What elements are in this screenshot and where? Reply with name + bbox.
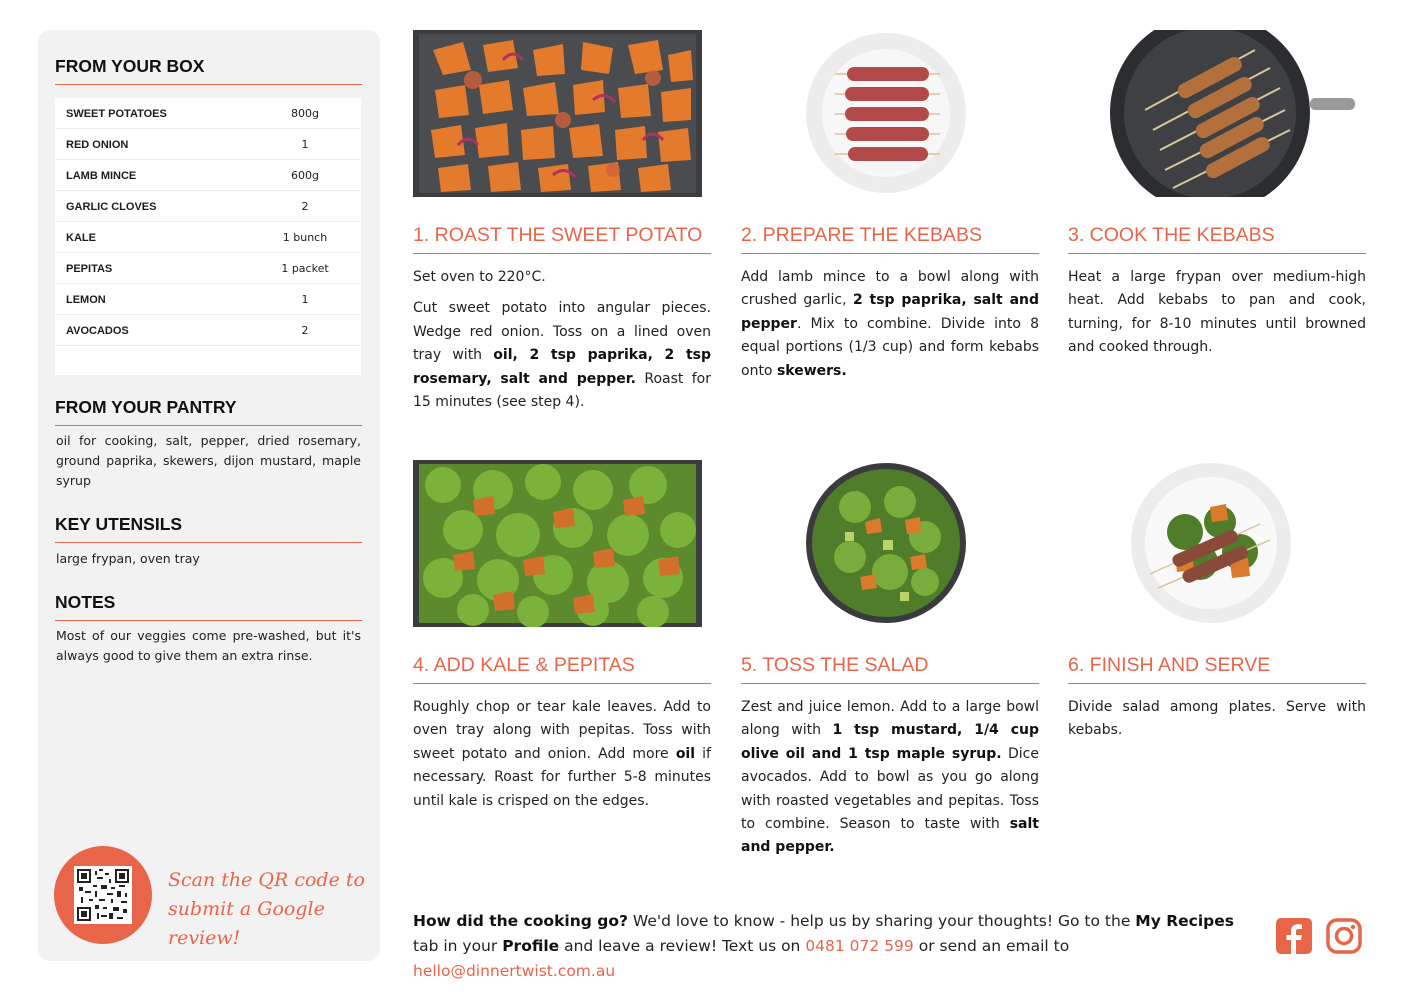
email-link[interactable]: hello@dinnertwist.com.au	[413, 962, 616, 980]
ingredient-row	[55, 160, 361, 191]
ingredient-name: PEPITAS	[66, 263, 113, 275]
step-4-para	[413, 696, 711, 813]
phone-link[interactable]: 0481 072 599	[805, 937, 914, 955]
step-4-body	[413, 696, 711, 821]
feedback-footer	[413, 909, 1258, 984]
ingredient-row	[55, 191, 361, 222]
step-5-title: 5. TOSS THE SALAD	[741, 654, 1039, 684]
step-4-photo	[413, 460, 702, 627]
notes-heading: NOTES	[55, 592, 362, 621]
step-1-para-1: Set oven to 220°C.	[413, 269, 546, 285]
sidebar	[38, 30, 380, 961]
step-5-bold: 1 tsp mustard, 1/4 cup olive oil and 1 tsp maple syrup.	[741, 722, 1039, 762]
ingredient-name: RED ONION	[66, 139, 129, 151]
ingredient-qty: 1 packet	[281, 262, 329, 275]
utensils-text: large frypan, oven tray	[56, 551, 200, 566]
step-1-text: Roast for 15 minutes (see step 4).	[413, 370, 711, 411]
ingredient-row	[55, 253, 361, 284]
step-5-para	[741, 696, 1039, 860]
ingredient-name: SWEET POTATOES	[66, 108, 167, 120]
step-1-title: 1. ROAST THE SWEET POTATO	[413, 224, 711, 254]
qr-badge[interactable]	[54, 846, 152, 944]
ingredient-qty: 1	[301, 293, 309, 306]
ingredient-row	[55, 129, 361, 160]
footer-text: or send an email to	[913, 937, 1070, 955]
step-5-text: Zest and juice lemon. Add to a large bowl along with	[741, 699, 1039, 739]
step-6-photo	[1130, 462, 1293, 625]
ingredient-name: LEMON	[66, 294, 106, 306]
instagram-icon[interactable]	[1325, 917, 1363, 955]
step-1-text: Cut sweet potato into angular pieces. Wedge red onion. Toss on a lined oven tray with	[413, 300, 711, 364]
footer-text: and leave a review! Text us on	[559, 937, 806, 955]
step-2-text: Add lamb mince to a bowl along with crushed garlic,	[741, 269, 1039, 309]
qr-caption-line1: Scan the QR code to	[168, 869, 365, 891]
ingredient-qty: 600g	[291, 169, 319, 182]
ingredient-qty: 800g	[291, 107, 319, 120]
step-1-body	[413, 266, 711, 422]
step-3-para: Heat a large frypan over medium-high heat. Add kebabs to pan and cook, turning, for 8-10 minutes until browned and cooked through.	[1068, 269, 1366, 356]
footer-text: tab in your	[413, 937, 503, 955]
step-3-photo	[1105, 30, 1355, 197]
qr-code-icon[interactable]	[74, 866, 132, 924]
ingredient-qty: 2	[301, 324, 309, 337]
step-3-title: 3. COOK THE KEBABS	[1068, 224, 1366, 254]
ingredient-row	[55, 222, 361, 253]
footer-text: We'd love to know - help us by sharing your thoughts! Go to the	[627, 912, 1136, 930]
step-2-title: 2. PREPARE THE KEBABS	[741, 224, 1039, 254]
step-6-title: 6. FINISH AND SERVE	[1068, 654, 1366, 684]
qr-caption	[168, 866, 368, 953]
from-your-pantry-heading: FROM YOUR PANTRY	[55, 397, 362, 426]
step-2-body	[741, 266, 1039, 391]
ingredient-qty: 1	[301, 138, 309, 151]
step-6-para: Divide salad among plates. Serve with kebabs.	[1068, 699, 1366, 739]
from-your-box-heading: FROM YOUR BOX	[55, 56, 362, 85]
facebook-icon[interactable]	[1275, 917, 1313, 955]
pantry-text: oil for cooking, salt, pepper, dried rosemary, ground paprika, skewers, dijon mustard, maple syrup	[56, 433, 361, 488]
step-2-bold: 2 tsp paprika, salt and pepper	[741, 292, 1040, 332]
ingredient-table	[55, 98, 361, 375]
step-4-title: 4. ADD KALE & PEPITAS	[413, 654, 711, 684]
step-1-bold: oil, 2 tsp paprika, 2 tsp rosemary, salt and pepper.	[413, 347, 711, 387]
ingredient-row	[55, 98, 361, 129]
step-2-para	[741, 266, 1039, 383]
step-5-bold: salt and pepper.	[741, 816, 1039, 856]
step-2-bold: skewers.	[776, 362, 847, 379]
notes-text: Most of our veggies come pre-washed, but it's always good to give them an extra rinse.	[56, 628, 361, 663]
ingredient-name: LAMB MINCE	[66, 170, 137, 182]
qr-caption-line2: submit a Google review!	[168, 898, 325, 949]
ingredient-qty: 1 bunch	[282, 231, 328, 244]
ingredient-name: GARLIC CLOVES	[66, 201, 157, 213]
step-1-para-2	[413, 297, 711, 414]
step-5-body	[741, 696, 1039, 868]
footer-profile: Profile	[502, 937, 560, 955]
ingredient-row	[55, 284, 361, 315]
ingredient-name: KALE	[66, 232, 96, 244]
step-4-bold: oil	[675, 745, 696, 762]
step-6-body	[1068, 696, 1366, 751]
step-5-text: Dice avocados. Add to bowl as you go along with roasted vegetables and pepitas. Toss to combine. Season to taste with	[741, 745, 1039, 833]
ingredient-name: AVOCADOS	[66, 325, 129, 337]
step-4-text: Roughly chop or tear kale leaves. Add to oven tray along with pepitas. Toss with sweet potato and onion. Add more	[413, 699, 711, 762]
footer-question: How did the cooking go?	[413, 912, 628, 930]
ingredient-qty: 2	[301, 200, 309, 213]
step-1-photo	[413, 30, 702, 197]
key-utensils-heading: KEY UTENSILS	[55, 514, 362, 543]
step-5-photo	[805, 462, 968, 625]
ingredient-row	[55, 315, 361, 346]
footer-my-recipes: My Recipes	[1135, 912, 1234, 930]
step-3-body	[1068, 266, 1366, 368]
step-4-text: if necessary. Roast for further 5-8 minutes until kale is crisped on the edges.	[413, 745, 711, 809]
step-2-photo	[805, 32, 968, 195]
step-2-text: . Mix to combine. Divide into 8 equal portions (1/3 cup) and form kebabs onto	[741, 315, 1039, 379]
